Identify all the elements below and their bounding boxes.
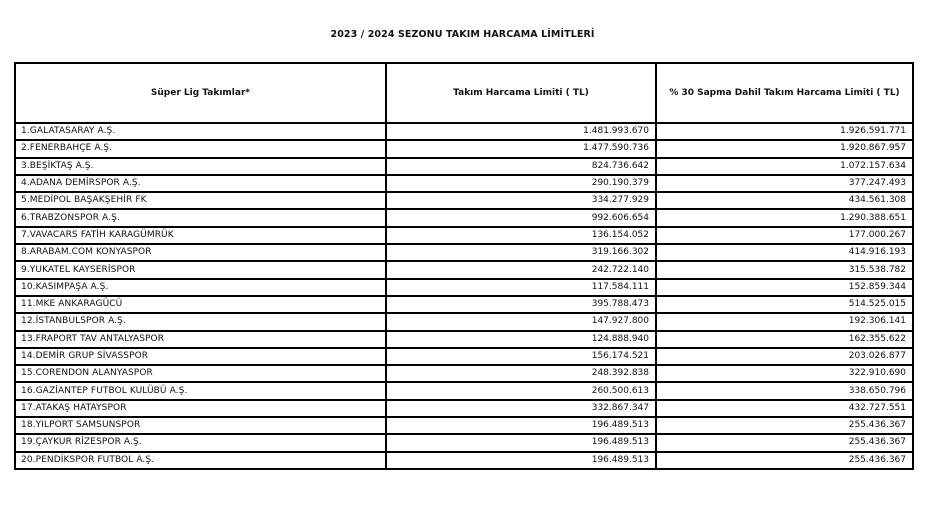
team-name-cell: 10.KASIMPAŞA A.Ş.: [15, 279, 386, 296]
table-body: [15, 123, 913, 469]
table-row: [15, 434, 913, 451]
spending-limit-deviation-cell: 1.920.867.957: [656, 140, 913, 157]
spending-limit-deviation-cell: 177.000.267: [656, 227, 913, 244]
team-name-cell: 4.ADANA DEMİRSPOR A.Ş.: [15, 175, 386, 192]
spending-limit-cell: 147.927.800: [386, 313, 656, 330]
spending-limit-cell: 136.154.052: [386, 227, 656, 244]
spending-limit-deviation-cell: 338.650.796: [656, 382, 913, 399]
table-row: [15, 331, 913, 348]
spending-limit-cell: 290.190.379: [386, 175, 656, 192]
spending-limit-deviation-cell: 162.355.622: [656, 331, 913, 348]
spending-limit-cell: 992.606.654: [386, 209, 656, 226]
spending-limit-deviation-cell: 1.926.591.771: [656, 123, 913, 140]
table-row: [15, 244, 913, 261]
table-row: [15, 400, 913, 417]
table-row: [15, 209, 913, 226]
table-row: [15, 365, 913, 382]
spending-limits-table: [14, 62, 914, 470]
table-row: [15, 123, 913, 140]
spending-limit-deviation-cell: 255.436.367: [656, 417, 913, 434]
spending-limit-cell: 196.489.513: [386, 417, 656, 434]
spending-limit-deviation-cell: 414.916.193: [656, 244, 913, 261]
spending-limit-cell: 156.174.521: [386, 348, 656, 365]
table-row: [15, 279, 913, 296]
team-name-cell: 2.FENERBAHÇE A.Ş.: [15, 140, 386, 157]
table-row: [15, 348, 913, 365]
table-row: [15, 382, 913, 399]
team-name-cell: 18.YILPORT SAMSUNSPOR: [15, 417, 386, 434]
spending-limit-cell: 824.736.642: [386, 158, 656, 175]
team-name-cell: 5.MEDİPOL BAŞAKŞEHİR FK: [15, 192, 386, 209]
table-row: [15, 158, 913, 175]
team-name-cell: 9.YUKATEL KAYSERİSPOR: [15, 261, 386, 278]
team-name-cell: 12.İSTANBULSPOR A.Ş.: [15, 313, 386, 330]
table-row: [15, 175, 913, 192]
spending-limit-cell: 260.500.613: [386, 382, 656, 399]
spending-limit-cell: 248.392.838: [386, 365, 656, 382]
spending-limit-cell: 117.584.111: [386, 279, 656, 296]
team-name-cell: 7.VAVACARS FATİH KARAGÜMRÜK: [15, 227, 386, 244]
team-name-cell: 17.ATAKAŞ HATAYSPOR: [15, 400, 386, 417]
table-header-row: [15, 63, 913, 123]
team-name-cell: 1.GALATASARAY A.Ş.: [15, 123, 386, 140]
team-name-cell: 3.BEŞİKTAŞ A.Ş.: [15, 158, 386, 175]
spending-limit-cell: 242.722.140: [386, 261, 656, 278]
table-row: [15, 227, 913, 244]
table-row: [15, 313, 913, 330]
spending-limit-cell: 395.788.473: [386, 296, 656, 313]
spending-limit-deviation-cell: 432.727.551: [656, 400, 913, 417]
column-header-limit: Takım Harcama Limiti ( TL): [386, 63, 656, 123]
spending-limit-deviation-cell: 434.561.308: [656, 192, 913, 209]
spending-limit-deviation-cell: 1.072.157.634: [656, 158, 913, 175]
spending-limit-deviation-cell: 203.026.877: [656, 348, 913, 365]
team-name-cell: 8.ARABAM.COM KONYASPOR: [15, 244, 386, 261]
table-row: [15, 417, 913, 434]
spending-limit-deviation-cell: 255.436.367: [656, 452, 913, 469]
team-name-cell: 11.MKE ANKARAGÜCÜ: [15, 296, 386, 313]
spending-limit-cell: 319.166.302: [386, 244, 656, 261]
team-name-cell: 14.DEMİR GRUP SİVASSPOR: [15, 348, 386, 365]
spending-limit-deviation-cell: 1.290.388.651: [656, 209, 913, 226]
spending-limit-cell: 1.481.993.670: [386, 123, 656, 140]
spending-limit-deviation-cell: 255.436.367: [656, 434, 913, 451]
spending-limit-cell: 1.477.590.736: [386, 140, 656, 157]
table-row: [15, 296, 913, 313]
team-name-cell: 19.ÇAYKUR RİZESPOR A.Ş.: [15, 434, 386, 451]
column-header-team: Süper Lig Takımlar*: [15, 63, 386, 123]
spending-limit-deviation-cell: 315.538.782: [656, 261, 913, 278]
spending-limit-deviation-cell: 322.910.690: [656, 365, 913, 382]
page-title: 2023 / 2024 SEZONU TAKIM HARCAMA LİMİTLERİ: [330, 29, 595, 40]
team-name-cell: 20.PENDİKSPOR FUTBOL A.Ş.: [15, 452, 386, 469]
spending-limit-cell: 334.277.929: [386, 192, 656, 209]
team-name-cell: 6.TRABZONSPOR A.Ş.: [15, 209, 386, 226]
spending-limit-deviation-cell: 514.525.015: [656, 296, 913, 313]
spending-limit-cell: 196.489.513: [386, 434, 656, 451]
team-name-cell: 16.GAZİANTEP FUTBOL KULÜBÜ A.Ş.: [15, 382, 386, 399]
spending-limit-deviation-cell: 192.306.141: [656, 313, 913, 330]
table-row: [15, 452, 913, 469]
table-row: [15, 261, 913, 278]
spending-limit-deviation-cell: 377.247.493: [656, 175, 913, 192]
team-name-cell: 15.CORENDON ALANYASPOR: [15, 365, 386, 382]
table-row: [15, 140, 913, 157]
column-header-limit-deviation: % 30 Sapma Dahil Takım Harcama Limiti ( TL): [656, 63, 913, 123]
spending-limit-cell: 332.867.347: [386, 400, 656, 417]
table-row: [15, 192, 913, 209]
team-name-cell: 13.FRAPORT TAV ANTALYASPOR: [15, 331, 386, 348]
spending-limit-deviation-cell: 152.859.344: [656, 279, 913, 296]
spending-limit-cell: 124.888.940: [386, 331, 656, 348]
spending-limit-cell: 196.489.513: [386, 452, 656, 469]
